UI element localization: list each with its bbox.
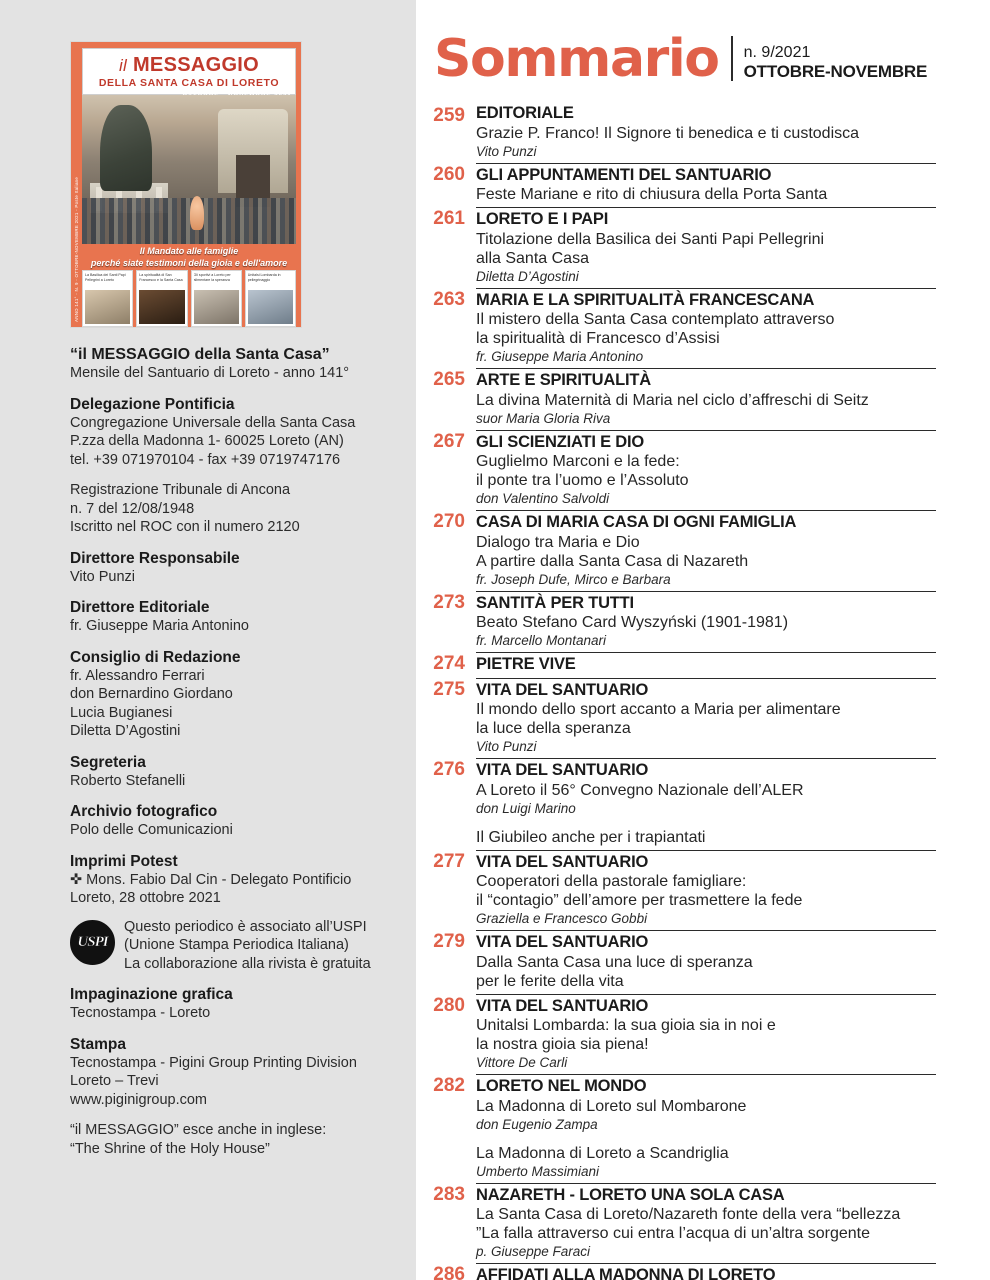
toc-section-title: NAZARETH - LORETO UNA SOLA CASA <box>476 1185 785 1204</box>
delegation-heading: Delegazione Pontificia <box>70 395 235 413</box>
toc-entry[interactable] <box>428 850 936 931</box>
masthead-identity <box>70 345 406 383</box>
cover-thumbnail-caption: Gli sportivi a Loreto per alimentare la speranza <box>193 273 231 282</box>
stampa-section <box>70 1035 406 1110</box>
toc-entry-body <box>476 591 936 653</box>
toc-entry[interactable] <box>428 678 936 759</box>
toc-article-author: fr. Giuseppe Maria Antonino <box>476 349 644 364</box>
left-masthead-panel <box>0 0 416 1280</box>
cover-thumbnail-photo <box>194 290 239 324</box>
magazine-subtitle: Mensile del Santuario di Loreto - anno 141° <box>70 365 350 381</box>
toc-entry-body <box>476 104 936 163</box>
direttore-responsabile-section <box>70 549 406 587</box>
delegation-section <box>70 395 406 470</box>
toc-article-author: don Eugenio Zampa <box>476 1116 598 1132</box>
consiglio-redazione-section <box>70 648 406 741</box>
toc-page-number: 282 <box>433 1075 465 1096</box>
cover-photo-basilica-facade <box>218 109 288 193</box>
magazine-cover-image <box>70 41 302 328</box>
toc-article-subtitle: Dalla Santa Casa una luce di speranza <box>476 953 753 971</box>
toc-article-subtitle: il ponte tra l’uomo e l’Assoluto <box>476 472 689 489</box>
toc-article-subtitle: Il Giubileo anche per i trapiantati <box>476 828 706 846</box>
cover-thumbnail <box>191 270 242 327</box>
toc-entry[interactable] <box>428 652 936 678</box>
toc-section-title: LORETO NEL MONDO <box>476 1077 647 1095</box>
toc-page-number: 267 <box>433 430 465 452</box>
cover-thumbnail-caption: La spiritualità di San Francesco e la Santa Casa <box>139 273 183 282</box>
toc-article-subtitle: A Loreto il 56° Convegno Nazionale dell’ALER <box>476 781 804 799</box>
uspi-text <box>124 918 371 974</box>
toc-entry-body <box>476 850 936 931</box>
table-of-contents <box>428 104 936 1280</box>
toc-entry[interactable] <box>428 1183 936 1264</box>
toc-article-subtitle: la nostra gioia sia piena! <box>476 1036 649 1053</box>
toc-article-subtitle: Guglielmo Marconi e la fede: <box>476 453 680 470</box>
toc-page-number: 270 <box>433 511 465 532</box>
toc-page-number: 276 <box>433 759 465 780</box>
toc-page-number: 274 <box>433 653 465 674</box>
segreteria-section <box>70 753 406 791</box>
toc-article-author: fr. Joseph Dufe, Mirco e Barbara <box>476 571 671 587</box>
cover-photo-statue <box>100 105 152 191</box>
english-edition-line-2: “The Shrine of the Holy House” <box>70 1140 270 1157</box>
toc-article-subtitle: Beato Stefano Card Wyszyński (1901-1981) <box>476 614 789 631</box>
toc-page-number: 283 <box>433 1183 465 1205</box>
toc-entry-body <box>476 994 936 1075</box>
toc-article-subtitle: Unitalsi Lombarda: la sua gioia sia in noi e <box>476 1017 776 1034</box>
cover-photo-crowd <box>82 198 296 244</box>
toc-page-number: 273 <box>433 591 465 613</box>
toc-entry-body <box>476 678 936 759</box>
uspi-line-2: (Unione Stampa Periodica Italiana) <box>124 937 349 953</box>
toc-article-subtitle: la luce della speranza <box>476 720 631 737</box>
consiglio-member: Lucia Bugianesi <box>70 704 173 721</box>
toc-entry[interactable] <box>428 207 936 288</box>
direttore-editoriale-name: fr. Giuseppe Maria Antonino <box>70 618 249 634</box>
cover-photograph <box>82 95 296 244</box>
toc-entry[interactable] <box>428 758 936 850</box>
toc-article-subtitle: La Madonna di Loreto a Scandriglia <box>476 1144 729 1162</box>
archivio-fotografico-heading: Archivio fotografico <box>70 803 218 820</box>
sommario-column <box>416 0 990 1280</box>
sommario-issue-number: n. 9/2021 <box>743 44 811 61</box>
masthead-text-block <box>70 345 406 1170</box>
consiglio-member: Diletta D’Agostini <box>70 723 181 739</box>
toc-page-number: 280 <box>433 994 465 1016</box>
toc-section-title: PIETRE VIVE <box>476 655 576 673</box>
toc-article-author: Diletta D’Agostini <box>476 268 579 284</box>
toc-article-author: Vito Punzi <box>476 143 537 159</box>
toc-article-subtitle: Feste Mariane e rito di chiusura della Porta Santa <box>476 186 828 203</box>
toc-article-subtitle: Il mistero della Santa Casa contemplato attraverso <box>476 311 835 328</box>
toc-page-number: 279 <box>433 931 465 952</box>
toc-secondary-article[interactable] <box>476 828 936 847</box>
consiglio-member: fr. Alessandro Ferrari <box>70 667 205 684</box>
toc-entry[interactable] <box>428 994 936 1075</box>
toc-article-author: Vittore De Carli <box>476 1055 568 1070</box>
stampa-line-2: Loreto – Trevi <box>70 1073 159 1089</box>
stampa-heading: Stampa <box>70 1035 126 1053</box>
registration-line-2: n. 7 del 12/08/1948 <box>70 500 195 517</box>
toc-page-number: 260 <box>433 163 465 185</box>
uspi-line-3: La collaborazione alla rivista è gratuita <box>124 955 371 972</box>
toc-page-number: 275 <box>433 678 465 700</box>
delegation-line-3: tel. +39 071970104 - fax +39 0719747176 <box>70 451 341 468</box>
cover-headline-line1: Il Mandato alle famiglie <box>139 246 239 256</box>
stampa-line-1: Tecnostampa - Pigini Group Printing Division <box>70 1054 357 1071</box>
toc-section-title: MARIA E LA SPIRITUALITÀ FRANCESCANA <box>476 290 815 309</box>
toc-entry[interactable] <box>428 930 936 994</box>
toc-entry[interactable] <box>428 591 936 653</box>
uspi-seal-icon <box>70 920 115 965</box>
sommario-divider-rule <box>731 36 733 81</box>
imprimi-potest-section <box>70 852 406 908</box>
stampa-website[interactable]: www.piginigroup.com <box>70 1091 208 1108</box>
toc-page-number: 263 <box>433 288 465 310</box>
cover-subtitle: DELLA SANTA CASA DI LORETO <box>98 77 280 89</box>
registration-section <box>70 481 406 537</box>
toc-section-title: VITA DEL SANTUARIO <box>476 996 649 1015</box>
archivio-fotografico-section <box>70 802 406 840</box>
toc-page-number: 286 <box>433 1264 465 1280</box>
toc-article-subtitle: La divina Maternità di Maria nel ciclo d’affreschi di Seitz <box>476 391 869 409</box>
toc-article-subtitle: A partire dalla Santa Casa di Nazareth <box>476 552 749 570</box>
toc-section-title: LORETO E I PAPI <box>476 210 609 228</box>
toc-secondary-article[interactable] <box>476 1144 936 1180</box>
toc-section-title: CASA DI MARIA CASA DI OGNI FAMIGLIA <box>476 513 797 531</box>
toc-article-author: suor Maria Gloria Riva <box>476 410 611 426</box>
toc-section-title: GLI APPUNTAMENTI DEL SANTUARIO <box>476 165 772 184</box>
segreteria-name: Roberto Stefanelli <box>70 772 186 789</box>
toc-entry-body <box>476 930 936 994</box>
toc-page-number: 277 <box>433 850 465 872</box>
toc-section-title: VITA DEL SANTUARIO <box>476 852 649 871</box>
toc-entry-body <box>476 652 936 678</box>
toc-article-subtitle: La Santa Casa di Loreto/Nazareth fonte della vera “bellezza <box>476 1206 901 1223</box>
cover-headline <box>82 244 296 270</box>
toc-entry-body <box>476 288 936 369</box>
toc-entry-body <box>476 510 936 591</box>
uspi-seal-label: USPI <box>77 933 108 950</box>
english-edition-note <box>70 1121 406 1158</box>
archivio-fotografico-value: Polo delle Comunicazioni <box>70 822 233 838</box>
toc-article-subtitle: Dialogo tra Maria e Dio <box>476 533 640 551</box>
toc-section-title: ARTE E SPIRITUALITÀ <box>476 371 651 389</box>
registration-line-3: Iscritto nel ROC con il numero 2120 <box>70 519 300 535</box>
toc-article-subtitle: La Madonna di Loreto sul Mombarone <box>476 1097 747 1115</box>
toc-article-subtitle: Grazie P. Franco! Il Signore ti benedica e ti custodisca <box>476 124 860 142</box>
toc-entry-body <box>476 163 936 208</box>
direttore-responsabile-name: Vito Punzi <box>70 568 136 585</box>
toc-entry-body <box>476 430 936 511</box>
direttore-editoriale-section <box>70 598 406 636</box>
toc-entry[interactable] <box>428 1074 936 1183</box>
sommario-issue-meta <box>744 43 928 84</box>
toc-entry-body <box>476 1263 936 1280</box>
cover-photo-madonna-figure <box>190 196 204 230</box>
toc-article-subtitle: il “contagio” dell’amore per trasmettere la fede <box>476 892 803 909</box>
toc-entry[interactable] <box>428 288 936 369</box>
toc-page-number: 261 <box>433 208 465 229</box>
toc-article-subtitle: la spiritualità di Francesco d’Assisi <box>476 330 720 347</box>
toc-section-title: SANTITÀ PER TUTTI <box>476 593 634 612</box>
toc-entry[interactable] <box>428 430 936 511</box>
cover-thumbnail-caption: La Basilica dei Santi Papi Pellegrini a Loreto <box>85 273 126 282</box>
toc-section-title: GLI SCIENZIATI E DIO <box>476 432 645 451</box>
direttore-responsabile-heading: Direttore Responsabile <box>70 549 240 567</box>
toc-article-author: don Luigi Marino <box>476 800 576 816</box>
cover-title-main: MESSAGGIO <box>132 54 260 76</box>
toc-section-title: AFFIDATI ALLA MADONNA DI LORETO <box>476 1266 776 1280</box>
toc-article-author: Graziella e Francesco Gobbi <box>476 911 648 926</box>
impaginazione-section <box>70 985 406 1023</box>
impaginazione-heading: Impaginazione grafica <box>70 986 233 1003</box>
english-edition-line-1: “il MESSAGGIO” esce anche in inglese: <box>70 1122 327 1138</box>
cover-spine-text: ANNO 141° - N. 9 - OTTOBRE-NOVEMBRE 2021 - Poste Italiane <box>74 176 79 322</box>
uspi-line-1: Questo periodico è associato all’USPI <box>124 918 367 935</box>
toc-article-subtitle: per le ferite della vita <box>476 972 624 990</box>
consiglio-redazione-heading: Consiglio di Redazione <box>70 648 241 666</box>
sommario-header <box>434 29 928 89</box>
toc-section-title: VITA DEL SANTUARIO <box>476 680 649 699</box>
toc-entry-body <box>476 1183 936 1264</box>
direttore-editoriale-heading: Direttore Editoriale <box>70 599 210 616</box>
magazine-title: “il MESSAGGIO della Santa Casa” <box>70 346 330 363</box>
cover-thumbnail-photo <box>85 290 130 324</box>
cover-thumbnail-photo <box>139 290 184 324</box>
consiglio-member: don Bernardino Giordano <box>70 686 233 702</box>
registration-line-1: Registrazione Tribunale di Ancona <box>70 482 291 498</box>
toc-article-subtitle: ”La falla attraverso cui entra l’acqua di un’altra sorgente <box>476 1225 870 1242</box>
imprimi-potest-heading: Imprimi Potest <box>70 852 178 870</box>
imprimi-potest-line-1: ✜ Mons. Fabio Dal Cin - Delegato Pontificio <box>70 871 352 888</box>
cover-headline-line2: perché siate testimoni della gioia e dell'amore <box>90 258 288 268</box>
toc-section-title: VITA DEL SANTUARIO <box>476 761 649 779</box>
cover-thumbnail-photo <box>248 290 293 324</box>
toc-section-title: EDITORIALE <box>476 104 574 122</box>
toc-article-author: fr. Marcello Montanari <box>476 633 607 648</box>
toc-entry[interactable] <box>428 104 936 163</box>
toc-section-title: VITA DEL SANTUARIO <box>476 933 649 951</box>
segreteria-heading: Segreteria <box>70 753 146 771</box>
toc-entry-body <box>476 207 936 288</box>
toc-entry[interactable] <box>428 163 936 208</box>
delegation-line-1: Congregazione Universale della Santa Casa <box>70 414 356 431</box>
cover-thumbnail-caption: Unitalsi Lombarda in pellegrinaggio <box>247 273 281 282</box>
cover-title-italic: il <box>118 56 128 75</box>
toc-article-author: don Valentino Salvoldi <box>476 491 610 506</box>
cover-thumbnail-strip <box>82 270 296 327</box>
toc-entry[interactable] <box>428 368 936 430</box>
toc-page-number: 259 <box>433 105 465 126</box>
toc-entry-body <box>476 1074 936 1183</box>
toc-entry[interactable] <box>428 510 936 591</box>
imprimi-potest-line-2: Loreto, 28 ottobre 2021 <box>70 890 221 906</box>
cover-titlebar <box>82 48 296 95</box>
uspi-association-block <box>70 918 406 974</box>
toc-article-subtitle: Titolazione della Basilica dei Santi Papi Pellegrini <box>476 230 825 248</box>
toc-page-number: 265 <box>433 369 465 390</box>
cover-thumbnail <box>136 270 187 327</box>
sommario-issue-month: OTTOBRE-NOVEMBRE <box>743 62 928 81</box>
cover-thumbnail <box>82 270 133 327</box>
delegation-line-2: P.zza della Madonna 1- 60025 Loreto (AN) <box>70 433 344 449</box>
toc-article-subtitle: Il mondo dello sport accanto a Maria per alimentare <box>476 701 841 718</box>
toc-entry-body <box>476 368 936 430</box>
toc-article-author: Umberto Massimiani <box>476 1163 600 1179</box>
toc-entry[interactable] <box>428 1263 936 1280</box>
toc-article-subtitle: alla Santa Casa <box>476 249 589 267</box>
cover-thumbnail <box>245 270 296 327</box>
toc-article-author: Vito Punzi <box>476 739 537 754</box>
sommario-title: Sommario <box>434 29 719 89</box>
impaginazione-value: Tecnostampa - Loreto <box>70 1005 211 1021</box>
toc-entry-body <box>476 758 936 850</box>
toc-article-author: p. Giuseppe Faraci <box>476 1244 591 1259</box>
toc-article-subtitle: Cooperatori della pastorale famigliare: <box>476 873 747 890</box>
cover-title <box>83 49 295 78</box>
